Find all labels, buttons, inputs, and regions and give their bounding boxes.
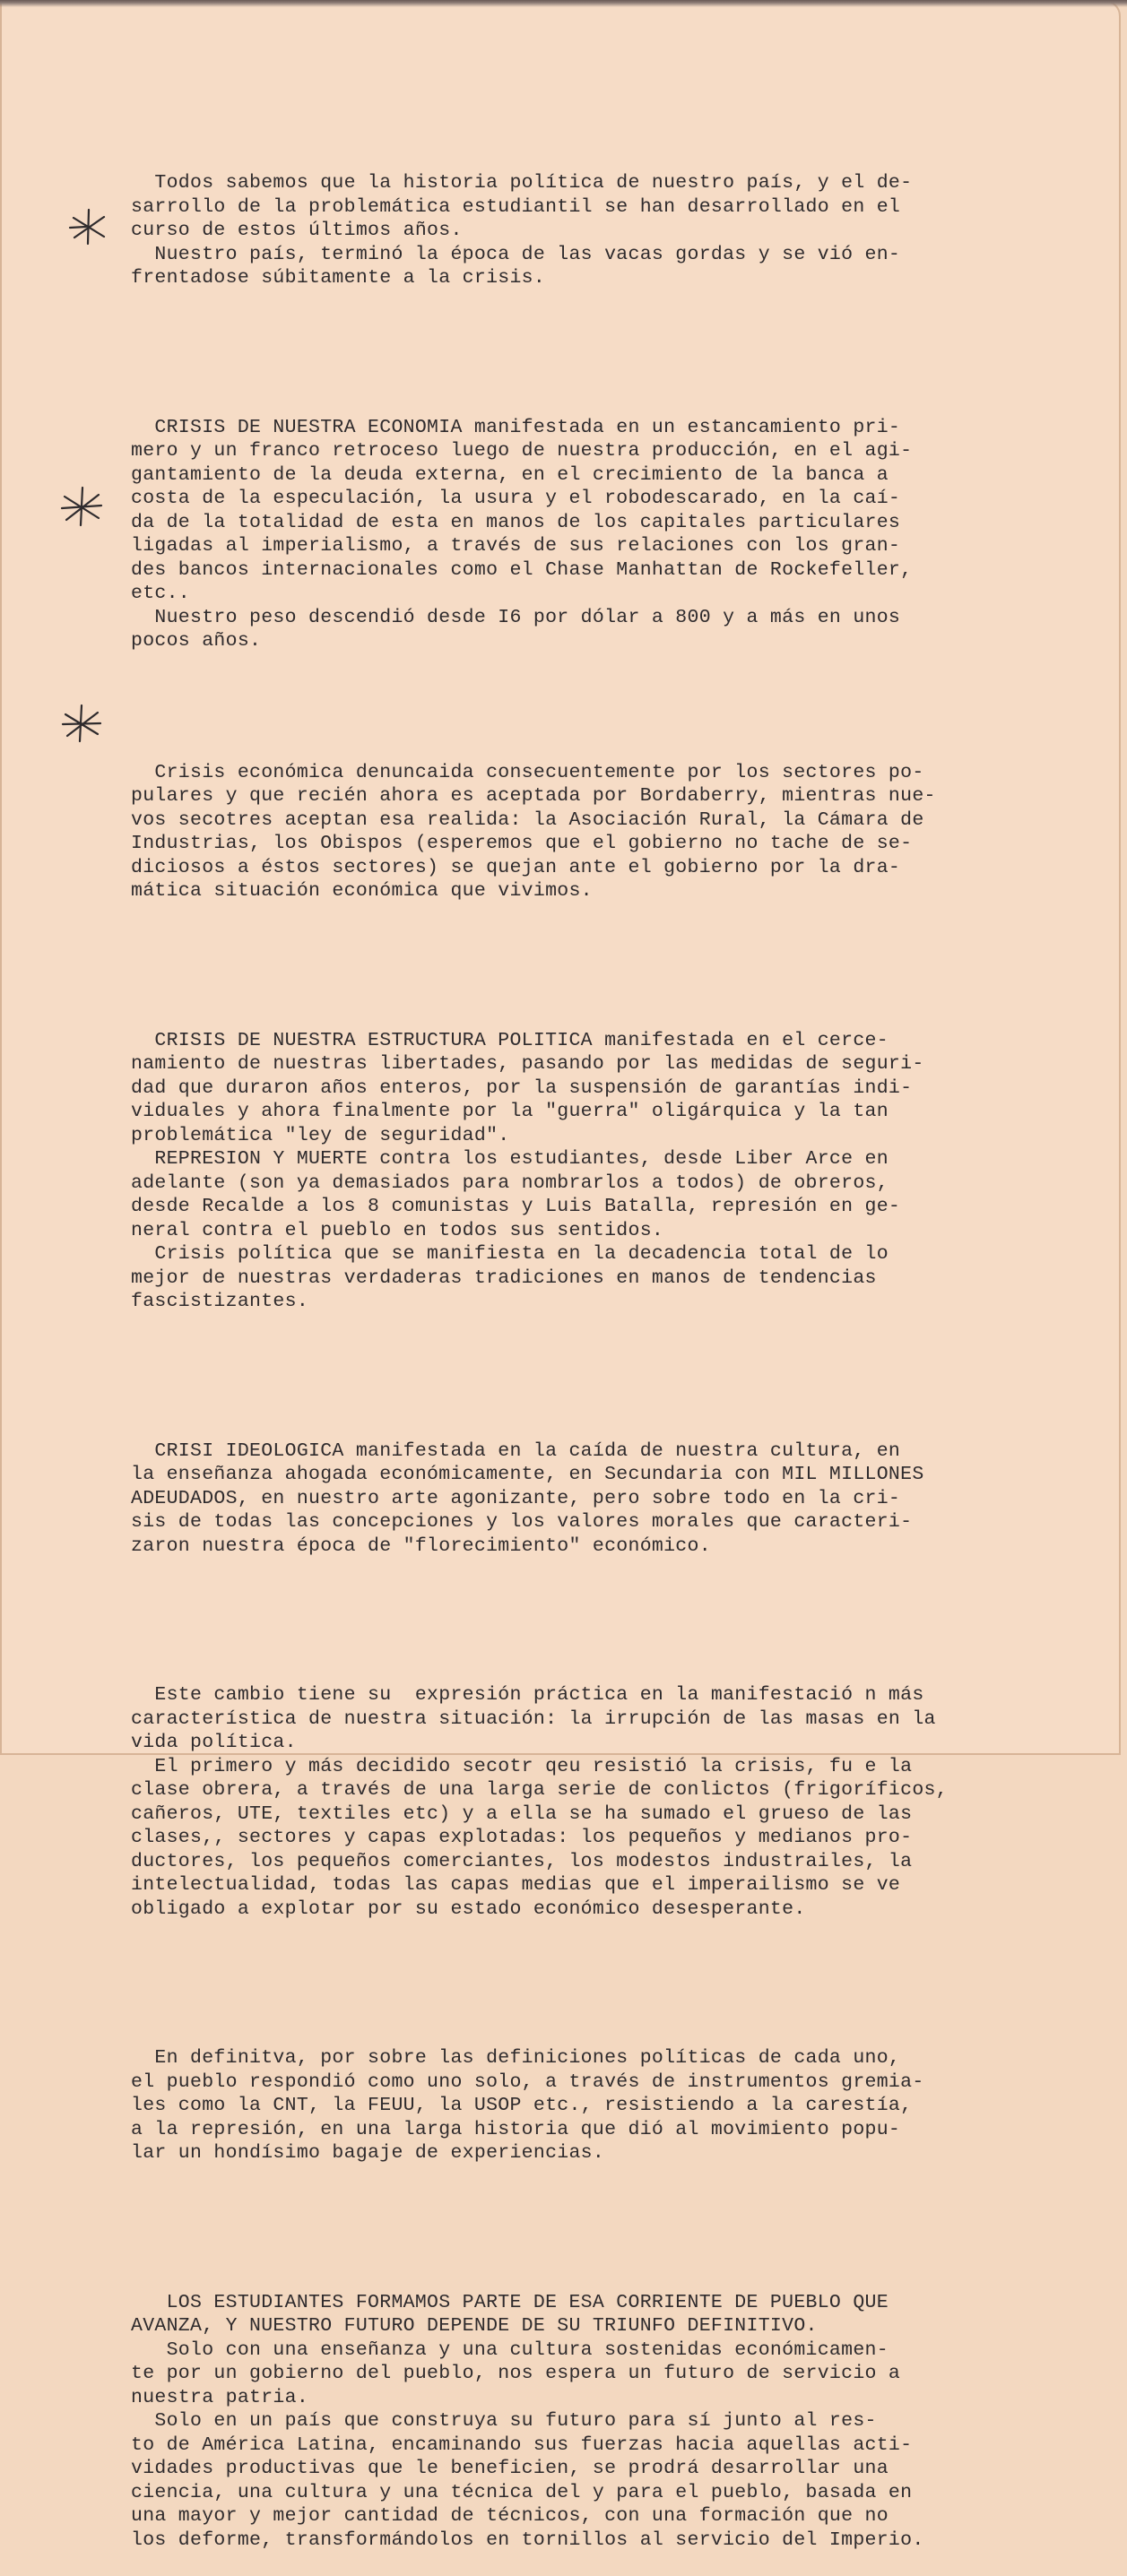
text-line: Solo en un país que construya su futuro para sí junto al res-: [131, 2410, 877, 2432]
text-line: intelectualidad, todas las capas medias que el imperailismo se ve: [131, 1874, 901, 1896]
paragraph-ideological-crisis: [131, 1439, 1010, 1559]
text-line: LOS ESTUDIANTES FORMAMOS PARTE DE ESA CORRIENTE DE PUEBLO QUE: [131, 2291, 889, 2313]
text-line: una mayor y mejor cantidad de técnicos, con una formación que no: [131, 2505, 889, 2527]
typed-document-body: [131, 124, 1010, 2576]
text-line: ductores, los pequeños comerciantes, los modestos industrailes, la: [131, 1850, 913, 1872]
text-line: viduales y ahora finalmente por la "guerra" oligárquica y la tan: [131, 1101, 889, 1122]
text-line: los deforme, transformándolos en tornillos al servicio del Imperio.: [131, 2528, 924, 2551]
text-line: CRISIS DE NUESTRA ESTRUCTURA POLITICA manifestada en el cerce-: [131, 1029, 889, 1051]
text-line: la enseñanza ahogada económicamente, en Secundaria con MIL MILLONES: [131, 1464, 924, 1485]
hand-drawn-asterisk-icon: [59, 484, 104, 529]
text-line: etc..: [131, 583, 191, 604]
text-line: sis de todas las concepciones y los valores morales que caracteri-: [131, 1511, 913, 1533]
text-line: clase obrera, a través de una larga serie de conlictos (frigoríficos,: [131, 1779, 948, 1801]
paragraph-masses: [131, 1683, 1010, 1921]
text-line: gantamiento de la deuda externa, en el crecimiento de la banca a: [131, 463, 889, 486]
page-top-edge: [0, 0, 1127, 7]
text-line: namiento de nuestras libertades, pasando por las medidas de seguri-: [131, 1053, 924, 1075]
text-line: des bancos internacionales como el Chase Manhattan de Rockefeller,: [131, 558, 913, 581]
text-line: te por un gobierno del pueblo, nos espera un futuro de servicio a: [131, 2363, 901, 2384]
text-line: cañeros, UTE, textiles etc) y a ella se ha sumado el grueso de las: [131, 1802, 913, 1825]
text-line: mero y un franco retroceso luego de nuestra producción, en el agi-: [131, 440, 913, 462]
hand-drawn-asterisk-icon: [59, 701, 104, 746]
paragraph-intro: [131, 171, 1010, 290]
text-line: dad que duraron años enteros, por la suspensión de garantías indi-: [131, 1076, 913, 1099]
text-line: pocos años.: [131, 630, 262, 652]
text-line: Crisis económica denuncaida consecuentemente por los sectores po-: [131, 761, 924, 783]
text-line: ligadas al imperialismo, a través de sus relaciones con los gran-: [131, 535, 901, 557]
text-line: Industrias, los Obispos (esperemos que el gobierno no tache de se-: [131, 833, 913, 854]
text-line: mejor de nuestras verdaderas tradiciones en manos de tendencias: [131, 1266, 877, 1289]
text-line: obligado a explotar por su estado económico desesperante.: [131, 1897, 806, 1920]
text-line: les como la CNT, la FEUU, la USOP etc., resistiendo a la carestía,: [131, 2095, 913, 2116]
text-line: lar un hondísimo bagaje de experiencias.: [131, 2142, 605, 2164]
text-line: mática situación económica que vivimos.: [131, 880, 593, 902]
text-line: diciosos a éstos sectores) se quejan ante el gobierno por la dra-: [131, 856, 901, 878]
text-line: a la represión, en una larga historia que dió al movimiento popu-: [131, 2118, 901, 2140]
text-line: El primero y más decidido secotr qeu resistió la crisis, fu e la: [131, 1755, 913, 1777]
text-line: vida política.: [131, 1732, 297, 1753]
text-line: adelante (son ya demasiados para nombrarlos a todos) de obreros,: [131, 1171, 889, 1194]
text-line: AVANZA, Y NUESTRO FUTURO DEPENDE DE SU TRIUNFO DEFINITIVO.: [131, 2315, 818, 2337]
text-line: Nuestro peso descendió desde I6 por dólar a 800 y a más en unos: [131, 606, 901, 628]
text-line: característica de nuestra situación: la irrupción de las masas en la: [131, 1707, 936, 1730]
text-line: Nuestro país, terminó la época de las vacas gordas y se vió en-: [131, 243, 901, 265]
text-line: el pueblo respondió como uno solo, a través de instrumentos gremia-: [131, 2070, 924, 2093]
text-line: CRISIS DE NUESTRA ECONOMIA manifestada en un estancamiento pri-: [131, 416, 901, 438]
text-line: to de América Latina, encaminando sus fuerzas hacia aquellas acti-: [131, 2433, 913, 2456]
text-line: Solo con una enseñanza y una cultura sostenidas económicamen-: [131, 2338, 889, 2361]
text-line: pulares y que recién ahora es aceptada por Bordaberry, mientras nue-: [131, 785, 936, 807]
hand-drawn-asterisk-icon: [66, 204, 111, 249]
text-line: fascistizantes.: [131, 1291, 309, 1312]
text-line: REPRESION Y MUERTE contra los estudiantes, desde Liber Arce en: [131, 1148, 889, 1170]
text-line: nuestra patria.: [131, 2386, 309, 2408]
text-line: clases,, sectores y capas explotadas: los pequeños y medianos pro-: [131, 1827, 913, 1848]
text-line: desde Recalde a los 8 comunistas y Luis Batalla, represión en ge-: [131, 1196, 901, 1217]
text-line: curso de estos últimos años.: [131, 220, 463, 241]
text-line: problemática "ley de seguridad".: [131, 1124, 510, 1146]
text-line: Todos sabemos que la historia política de nuestro país, y el de-: [131, 172, 913, 194]
paragraph-economic-denounced: [131, 761, 1010, 903]
text-line: Crisis política que se manifiesta en la decadencia total de lo: [131, 1243, 889, 1265]
text-line: neral contra el pueblo en todos sus sentidos.: [131, 1219, 664, 1241]
paragraph-political-crisis: [131, 1029, 1010, 1314]
text-line: da de la totalidad de esta en manos de los capitales particulares: [131, 511, 901, 533]
text-line: vos secotres aceptan esa realida: la Asociación Rural, la Cámara de: [131, 808, 924, 831]
paragraph-economic-crisis: [131, 416, 1010, 653]
text-line: En definitva, por sobre las definiciones políticas de cada uno,: [131, 2047, 901, 2069]
paragraph-students-future: [131, 2291, 1010, 2553]
text-line: vidades productivas que le beneficien, se prodrá desarrollar una: [131, 2458, 889, 2479]
text-line: zaron nuestra época de "florecimiento" económico.: [131, 1534, 711, 1557]
text-line: ADEUDADOS, en nuestro arte agonizante, pero sobre todo en la cri-: [131, 1487, 901, 1509]
text-line: CRISI IDEOLOGICA manifestada en la caída de nuestra cultura, en: [131, 1439, 901, 1462]
text-line: frentadose súbitamente a la crisis.: [131, 267, 546, 289]
text-line: ciencia, una cultura y una técnica del y para el pueblo, basada en: [131, 2481, 913, 2503]
paragraph-people-responded: [131, 2046, 1010, 2165]
text-line: sarrollo de la problemática estudiantil se han desarrollado en el: [131, 195, 901, 218]
text-line: costa de la especulación, la usura y el robodescarado, en la caí-: [131, 488, 901, 509]
text-line: Este cambio tiene su expresión práctica en la manifestació n más: [131, 1684, 924, 1706]
